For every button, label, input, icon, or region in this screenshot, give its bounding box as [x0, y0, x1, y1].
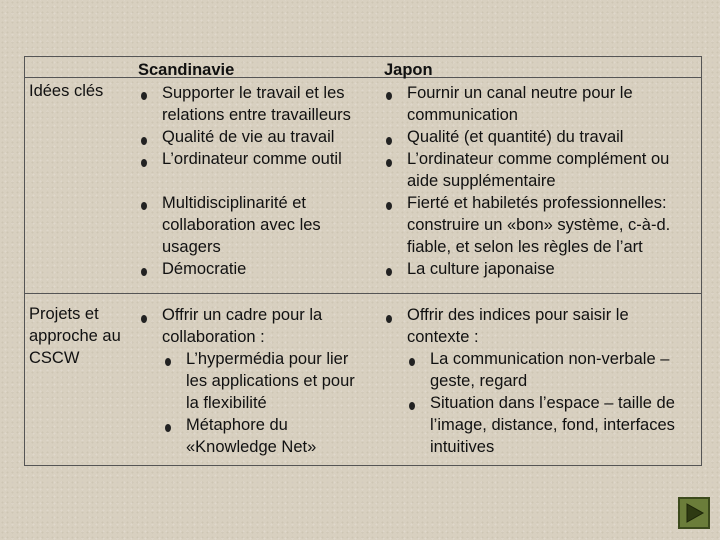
japon-item-3-line-1: L’ordinateur comme complément ou: [407, 150, 670, 168]
japon-item-4-line-2: construire un «bon» système, c-à-d.: [407, 216, 671, 234]
japon-projet-main-line-1: Offrir des indices pour saisir le: [407, 306, 629, 324]
japon-projet-sub-2-line-3: intuitives: [430, 438, 495, 456]
sub-bullet-icon: [165, 358, 171, 366]
japon-projet-sub-2-line-1: Situation dans l’espace – taille de: [430, 394, 675, 412]
scandinavie-item-1-line-2: relations entre travailleurs: [162, 106, 351, 124]
row-label-projets-line-1: Projets et: [29, 305, 99, 323]
scandinavie-item-4-line-1: Multidisciplinarité et: [162, 194, 306, 212]
scandinavie-item-5: Démocratie: [162, 260, 247, 278]
japon-item-5: La culture japonaise: [407, 260, 555, 278]
bullet-icon: [141, 268, 147, 276]
scandinavie-projet-sub-1-line-1: L’hypermédia pour lier: [186, 350, 349, 368]
japon-item-2: Qualité (et quantité) du travail: [407, 128, 624, 146]
bullet-icon: [386, 315, 392, 323]
japon-item-1-line-2: communication: [407, 106, 518, 124]
next-arrow-icon: [683, 502, 705, 524]
scandinavie-projet-sub-2-line-2: «Knowledge Net»: [186, 438, 317, 456]
bullet-icon: [141, 137, 147, 145]
scandinavie-projet-sub-2-line-1: Métaphore du: [186, 416, 288, 434]
bullet-icon: [141, 315, 147, 323]
scandinavie-item-4-line-2: collaboration avec les: [162, 216, 321, 234]
scandinavie-projet-sub-1-line-3: la flexibilité: [186, 394, 267, 412]
japon-item-1-line-1: Fournir un canal neutre pour le: [407, 84, 633, 102]
row-label-idees-cles: Idées clés: [29, 82, 104, 100]
header-scandinavie: Scandinavie: [138, 61, 235, 79]
sub-bullet-icon: [165, 424, 171, 432]
scandinavie-projet-main-line-2: collaboration :: [162, 328, 265, 346]
row-divider: [25, 293, 701, 294]
japon-projet-sub-1-line-1: La communication non-verbale –: [430, 350, 670, 368]
japon-item-4-line-3: fiable, et selon les règles de l’art: [407, 238, 643, 256]
japon-item-3-line-2: aide supplémentaire: [407, 172, 556, 190]
scandinavie-projet-main-line-1: Offrir un cadre pour la: [162, 306, 323, 324]
sub-bullet-icon: [409, 402, 415, 410]
bullet-icon: [386, 268, 392, 276]
bullet-icon: [386, 202, 392, 210]
bullet-icon: [141, 202, 147, 210]
bullet-icon: [386, 137, 392, 145]
row-label-projets-line-2: approche au: [29, 327, 121, 345]
scandinavie-item-1-line-1: Supporter le travail et les: [162, 84, 345, 102]
scandinavie-projet-sub-1-line-2: les applications et pour: [186, 372, 355, 390]
scandinavie-item-4-line-3: usagers: [162, 238, 221, 256]
bullet-icon: [141, 92, 147, 100]
next-slide-button[interactable]: [678, 497, 710, 529]
header-japon: Japon: [384, 61, 433, 79]
sub-bullet-icon: [409, 358, 415, 366]
japon-projet-main-line-2: contexte :: [407, 328, 479, 346]
header-divider: [25, 77, 701, 78]
bullet-icon: [141, 159, 147, 167]
scandinavie-item-3: L’ordinateur comme outil: [162, 150, 342, 168]
row-label-projets-line-3: CSCW: [29, 349, 80, 367]
japon-item-4-line-1: Fierté et habiletés professionnelles:: [407, 194, 667, 212]
japon-projet-sub-1-line-2: geste, regard: [430, 372, 528, 390]
bullet-icon: [386, 92, 392, 100]
japon-projet-sub-2-line-2: l’image, distance, fond, interfaces: [430, 416, 675, 434]
scandinavie-item-2: Qualité de vie au travail: [162, 128, 335, 146]
bullet-icon: [386, 159, 392, 167]
